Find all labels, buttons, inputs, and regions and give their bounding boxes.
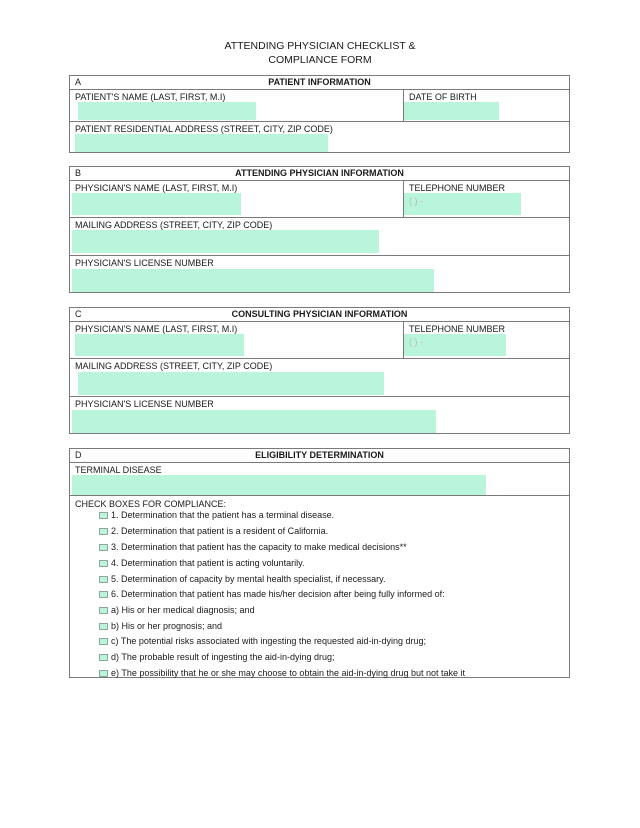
patient-address-row [70, 122, 569, 153]
attending-address-row [70, 218, 569, 256]
check-label: d) The probable result of ingesting the aid-in-dying drug; [111, 652, 335, 662]
consulting-address-row [70, 359, 569, 397]
attending-name-row [70, 181, 569, 218]
check-label: 1. Determination that the patient has a terminal disease. [111, 510, 335, 520]
attending-phone-field[interactable]: ( ) - [404, 193, 521, 215]
terminal-disease-field[interactable] [72, 475, 486, 495]
consulting-phone-field[interactable]: ( ) - [404, 334, 506, 356]
checkbox[interactable] [99, 560, 108, 567]
section-header [70, 449, 569, 463]
checkbox[interactable] [99, 591, 108, 598]
check-item[interactable] [99, 542, 407, 552]
check-item[interactable] [99, 510, 334, 520]
check-label: e) The possibility that he or she may choose to obtain the aid-in-dying drug but not take it [111, 668, 466, 678]
attending-license-field[interactable] [72, 269, 434, 292]
patient-address-field[interactable] [75, 134, 328, 152]
consulting-license-label: PHYSICIAN'S LICENSE NUMBER [75, 399, 214, 409]
check-label: c) The potential risks associated with ingesting the requested aid-in-dying drug; [111, 636, 427, 646]
attending-address-field[interactable] [72, 230, 379, 253]
check-item[interactable] [99, 621, 222, 631]
consulting-name-field[interactable] [75, 334, 244, 356]
attending-address-label: MAILING ADDRESS (STREET, CITY, ZIP CODE) [75, 220, 273, 230]
check-item[interactable] [99, 652, 334, 662]
check-item[interactable] [99, 558, 304, 568]
check-label: 4. Determination that patient is acting voluntarily. [111, 558, 305, 568]
attending-name-label: PHYSICIAN'S NAME (LAST, FIRST, M.I) [75, 183, 238, 193]
section-heading: ELIGIBILITY DETERMINATION [255, 450, 384, 460]
check-item[interactable] [99, 574, 385, 584]
dob-label: DATE OF BIRTH [409, 92, 477, 102]
section-letter: A [75, 77, 82, 87]
section-header [70, 167, 569, 181]
checkbox[interactable] [99, 576, 108, 583]
section-header [70, 76, 569, 90]
check-item[interactable] [99, 589, 445, 599]
checkbox[interactable] [99, 544, 108, 551]
dob-field[interactable] [404, 102, 499, 120]
patient-name-field[interactable] [78, 102, 256, 120]
check-label: 6. Determination that patient has made his/her decision after being fully informed of: [111, 589, 445, 599]
form-title-line1: ATTENDING PHYSICIAN CHECKLIST & [224, 40, 416, 52]
checklist-intro: CHECK BOXES FOR COMPLIANCE: [75, 499, 227, 509]
check-item[interactable] [99, 526, 328, 536]
checkbox[interactable] [99, 528, 108, 535]
section-consulting-physician [69, 307, 570, 434]
check-item[interactable] [99, 636, 426, 646]
checkbox[interactable] [99, 654, 108, 661]
check-item[interactable] [99, 605, 255, 615]
consulting-name-row [70, 322, 569, 359]
checkbox[interactable] [99, 512, 108, 519]
section-header [70, 308, 569, 322]
check-label: b) His or her prognosis; and [111, 621, 223, 631]
attending-license-row [70, 256, 569, 293]
section-letter: C [75, 309, 82, 319]
terminal-disease-row [70, 463, 569, 496]
patient-name-row [70, 90, 569, 122]
section-letter: D [75, 450, 82, 460]
consulting-address-label: MAILING ADDRESS (STREET, CITY, ZIP CODE) [75, 361, 273, 371]
section-heading: CONSULTING PHYSICIAN INFORMATION [231, 309, 408, 319]
consulting-license-row [70, 397, 569, 434]
consulting-name-label: PHYSICIAN'S NAME (LAST, FIRST, M.I) [75, 324, 238, 334]
checkbox[interactable] [99, 623, 108, 630]
checkbox[interactable] [99, 670, 108, 677]
checkbox[interactable] [99, 607, 108, 614]
attending-license-label: PHYSICIAN'S LICENSE NUMBER [75, 258, 214, 268]
section-letter: B [75, 168, 82, 178]
compliance-checklist [70, 496, 569, 685]
checkbox[interactable] [99, 638, 108, 645]
terminal-disease-label: TERMINAL DISEASE [75, 465, 162, 475]
consulting-license-field[interactable] [72, 410, 436, 433]
check-label: 5. Determination of capacity by mental health specialist, if necessary. [111, 574, 386, 584]
section-eligibility-determination [69, 448, 570, 678]
attending-name-field[interactable] [72, 193, 241, 215]
form-title-line2: COMPLIANCE FORM [268, 54, 372, 66]
consulting-phone-label: TELEPHONE NUMBER [409, 324, 506, 334]
consulting-address-field[interactable] [78, 372, 384, 395]
check-label: a) His or her medical diagnosis; and [111, 605, 255, 615]
check-label: 3. Determination that patient has the capacity to make medical decisions** [111, 542, 407, 552]
check-label: 2. Determination that patient is a resident of California. [111, 526, 329, 536]
section-heading: PATIENT INFORMATION [268, 77, 371, 87]
section-attending-physician [69, 166, 570, 293]
check-item[interactable] [99, 668, 465, 678]
section-heading: ATTENDING PHYSICIAN INFORMATION [235, 168, 404, 178]
attending-phone-label: TELEPHONE NUMBER [409, 183, 506, 193]
patient-name-label: PATIENT'S NAME (LAST, FIRST, M.I) [75, 92, 226, 102]
patient-address-label: PATIENT RESIDENTIAL ADDRESS (STREET, CITY, ZIP CODE) [75, 124, 333, 134]
section-patient-information [69, 75, 570, 153]
